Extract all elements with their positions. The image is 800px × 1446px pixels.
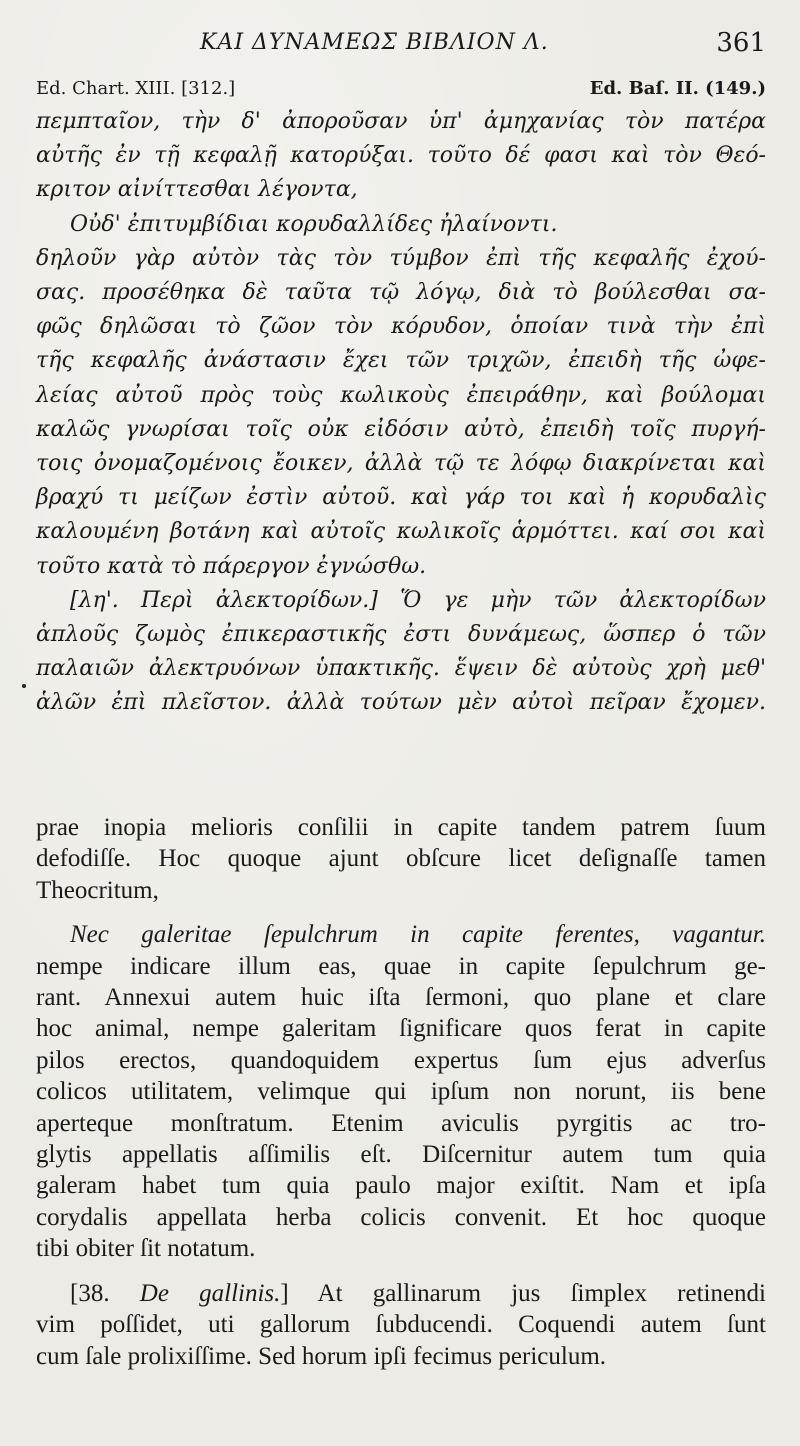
- latin-line: tibi obiter ſit notatum.: [36, 1235, 256, 1263]
- section-text: ] At gallinarum jus ſimplex retinendi: [280, 1279, 767, 1307]
- greek-line: καλῶς γνωρίσαι τοῖς οὐκ εἰδόσιν αὐτὸ, ἐπειδὴ τοῖς πυργή-: [36, 416, 766, 442]
- greek-line: κριτον αἰνίττεσθαι λέγοντα,: [36, 177, 358, 203]
- greek-line: καλουμένη βοτάνη καὶ αὐτοῖς κωλικοῖς ἁρμόττει. καί σοι καὶ: [36, 519, 766, 545]
- latin-line: cum ſale prolixiſſime. Sed horum ipſi fecimus periculum.: [36, 1342, 607, 1370]
- greek-text-block: [36, 105, 766, 721]
- greek-line: ἁλῶν ἐπὶ πλεῖστον. ἀλλὰ τούτων μὲν αὐτοὶ πεῖραν ἔχομεν.: [36, 690, 766, 716]
- edition-reference-left: Ed. Chart. XIII. [312.]: [36, 78, 236, 99]
- latin-line: defodiſſe. Hoc quoque ajunt obſcure licet deſignaſſe tamen: [36, 845, 766, 873]
- edition-reference-right: Ed. Baſ. II. (149.): [589, 78, 766, 99]
- greek-line: πεμπταῖον, τὴν δ' ἀπορoῦσαν ὑπ' ἀμηχανίας τὸν πατέρα: [36, 109, 766, 134]
- greek-verse-quotation: Οὐδ' ἐπιτυμβίδιαι κορυδαλλίδες ἠλαίνοντι.: [70, 211, 558, 237]
- latin-line: pilos erectos, quandoquidem expertus ſum ejus adverſus: [36, 1046, 766, 1074]
- latin-line: nempe indicare illum eas, quae in capite ſepulchrum ge-: [36, 952, 766, 980]
- greek-line: λείας αὐτοῦ πρὸς τοὺς κωλικοὺς ἐπειράθην, καὶ βούλομαι: [36, 382, 766, 408]
- greek-line: τῆς κεφαλῆς ἀνάστασιν ἔχει τῶν τριχῶν, ἐπειδὴ τῆς ὠφε-: [36, 348, 766, 374]
- latin-line: rant. Annexui autem huic iſta ſermoni, quo plane et clare: [36, 984, 766, 1012]
- latin-line: colicos utilitatem, velimque qui ipſum non norunt, iis bene: [36, 1078, 766, 1106]
- greek-line: παλαιῶν ἀλεκτρυόνων ὑπακτικῆς. ἕψειν δὲ αὐτοὺς χρὴ μεθ': [36, 656, 766, 682]
- page-number: 361: [716, 28, 766, 58]
- latin-section-heading-line: [36, 1278, 766, 1309]
- greek-line: βραχύ τι μείζων ἐστὶν αὐτοῦ. καὶ γάρ τοι καὶ ἡ κορυδαλὶς: [36, 485, 766, 511]
- greek-line: ἁπλοῦς ζωμὸς ἐπικεραστικῆς ἐστι δυνάμεως, ὥσπερ ὁ τῶν: [36, 622, 766, 648]
- greek-line: αὐτῆς ἐν τῇ κεφαλῇ κατορύξαι. τοῦτο δέ φασι καὶ τὸν Θεό-: [36, 143, 766, 169]
- latin-line: prae inopia melioris conſilii in capite tandem patrem ſuum: [36, 814, 766, 841]
- ink-speck: [22, 684, 26, 688]
- greek-line: τοῦτο κατὰ τὸ πάρεργον ἐγνώσθω.: [36, 553, 427, 579]
- greek-line: τοις ὀνομαζομένοις ἔοικεν, ἀλλὰ τῷ τε λόφῳ διακρίνεται καὶ: [36, 451, 766, 477]
- latin-text-block: [36, 812, 766, 1372]
- running-head: ΚΑΙ ΔΥΝΑΜΕΩΣ ΒΙΒΛΙΟΝ Λ.: [200, 30, 549, 55]
- greek-line: σας. προσέθηκα δὲ ταῦτα τῷ λόγῳ, διὰ τὸ βούλεσθαι σα-: [36, 280, 766, 306]
- greek-line: δηλοῦν γὰρ αὐτὸν τὰς τὸν τύμβον ἐπὶ τῆς κεφαλῆς ἐχού-: [36, 245, 766, 271]
- latin-line: aperteque monſtratum. Etenim aviculis pyrgitis ac tro-: [36, 1109, 766, 1137]
- latin-line: glytis appellatis aſſimilis eſt. Diſcernitur autem tum quia: [36, 1141, 766, 1169]
- latin-line: hoc animal, nempe galeritam ſignificare quos ferat in capite: [36, 1015, 766, 1043]
- section-number: [38.: [70, 1279, 140, 1307]
- greek-section-heading-line: [λη'. Περὶ ἀλεκτορίδων.] Ὅ γε μὴν τῶν ἀλεκτορίδων: [70, 587, 766, 613]
- section-title: De gallinis.: [139, 1279, 281, 1307]
- latin-verse-quotation: Nec galeritae ſepulchrum in capite ferentes, vagantur.: [70, 921, 766, 949]
- latin-line: vim poſſidet, uti gallorum ſubducendi. Coquendi autem ſunt: [36, 1311, 766, 1339]
- latin-line: corydalis appellata herba colicis convenit. Et hoc quoque: [36, 1203, 766, 1231]
- latin-line: galeram habet tum quia paulo major exiſtit. Nam et ipſa: [36, 1172, 766, 1200]
- latin-line: Theocritum,: [36, 876, 159, 904]
- greek-line: φῶς δηλῶσαι τὸ ζῶον τὸν κόρυδον, ὁποίαν τινὰ τὴν ἐπὶ: [36, 314, 766, 340]
